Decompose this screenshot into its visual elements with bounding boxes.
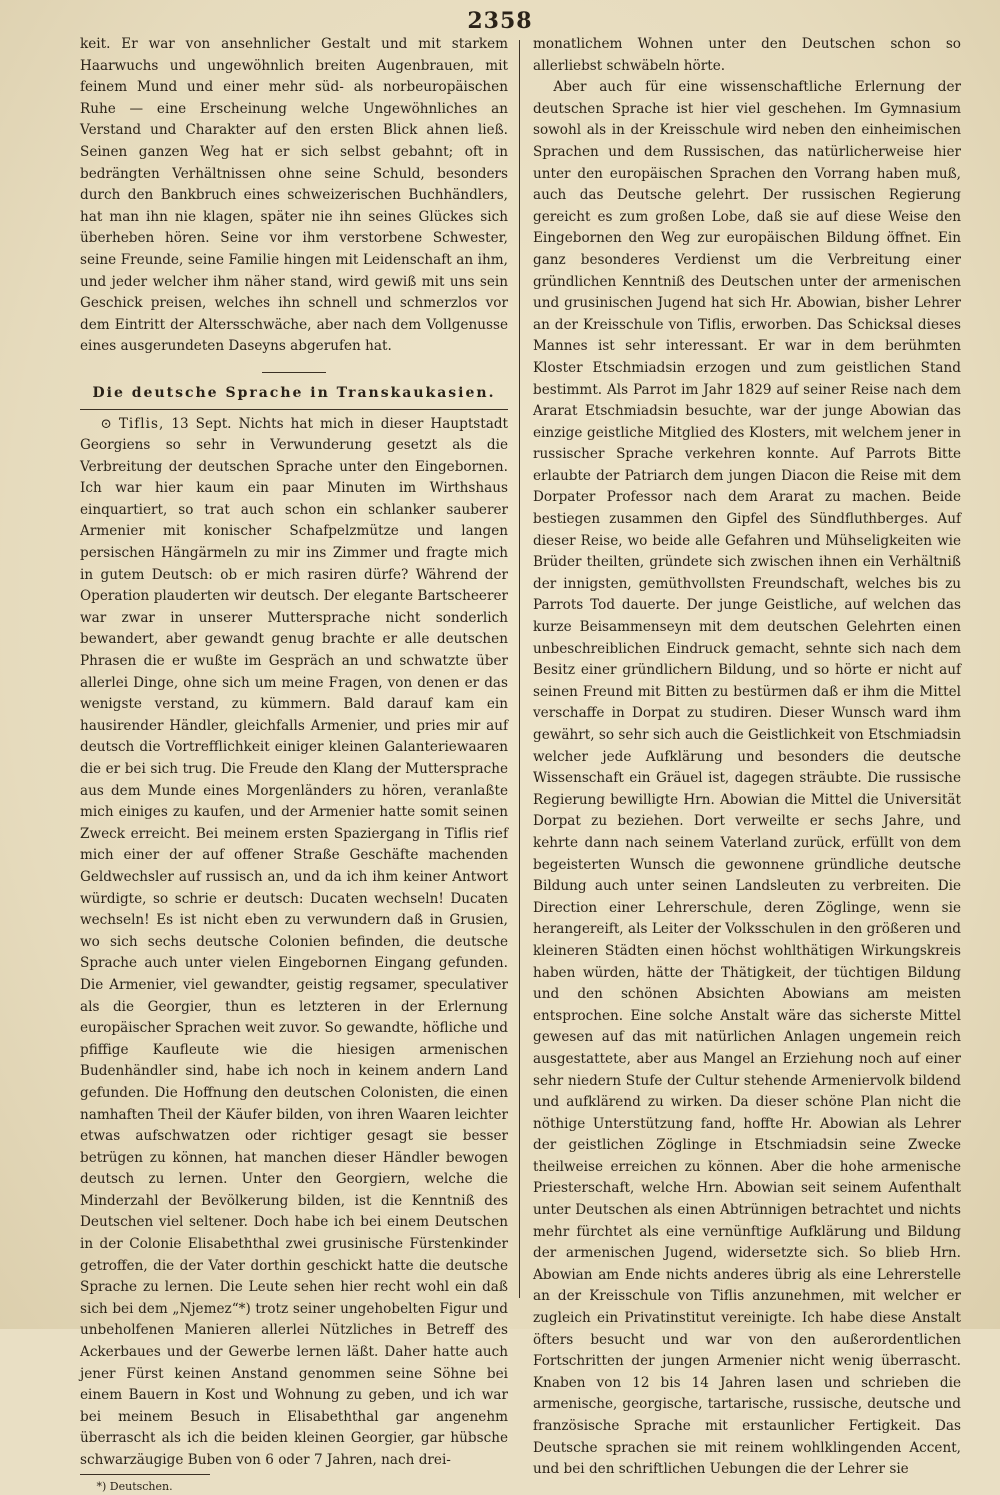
page-number: 2358 [467,8,533,34]
column-rule [519,40,520,1298]
article-continuation: monatlichem Wohnen unter den Deutschen schon so allerliebst schwäbeln hörte. [533,36,961,74]
right-column [533,34,961,1481]
article-paragraph [80,414,508,1472]
article-paragraph: Aber auch für eine wissenschaftliche Erlernung der deutschen Sprache ist hier viel geschehen. Im Gymnasium sowohl als in der Kreisschule wird neben den einheimischen Sprachen und dem Russischen, das natürlicherweise hier unter den europäischen Sprachen den Vorrang haben muß, auch das Deutsche gelehrt. Der russischen Regierung gereicht es zum großen Lobe, daß sie auf diese Weise den Eingebornen den Weg zur europäischen Bildung öffnet. Ein ganz besonderes Verdienst um die Verbreitung einer gründlichen Kenntniß des Deutschen unter der armenischen und grusinischen Jugend hat sich Hr. Abowian, bisher Lehrer an der Kreisschule von Tiflis, erworben. Das Schicksal dieses Mannes ist sehr interessant. Er war in dem berühmten Kloster Etschmiadsin erzogen und zum geistlichen Stand bestimmt. Als Parrot im Jahr 1829 auf seiner Reise nach dem Ararat Etschmiadsin besuchte, war der junge Abowian das einzige geistliche Mitglied des Klosters, mit welchem jener in russischer Sprache verkehren konnte. Auf Parrots Bitte erlaubte der Patriarch dem jungen Diacon die Reise mit dem Dorpater Professor nach dem Ararat zu machen. Beide bestiegen zusammen den Gipfel des Sündfluthberges. Auf dieser Reise, wo beide alle Gefahren und Mühseligkeiten wie Brüder theilten, gründete sich zwischen ihnen ein Verhältniß der innigsten, gemüthvollsten Freundschaft, welches bis zu Parrots Tod dauerte. Der junge Geistliche, auf welchen das kurze Beisammenseyn mit dem deutschen Gelehrten einen unbeschreiblichen Eindruck gemacht, sehnte sich nach dem Besitz einer gründlichern Bildung, und so hörte er nicht auf seinen Freund mit Bitten zu bestürmen daß er ihm die Mittel verschaffe in Dorpat zu studiren. Dieser Wunsch ward ihm gewährt, so sehr sich auch die Geistlichkeit von Etschmiadsin welcher jede Aufklärung und besonders die deutsche Wissenschaft ein Gräuel ist, dagegen sträubte. Die russische Regierung bewilligte Hrn. Abowian die Mittel die Universität Dorpat zu beziehen. Dort verweilte er sechs Jahre, und kehrte dann nach seinem Vaterland zurück, erfüllt von dem begeisterten Wunsch die gewonnene gründliche deutsche Bildung auch unter seinen Landsleuten zu verbreiten. Die Direction einer Lehrerschule, deren Zöglinge, wenn sie herangereift, als Leiter der Volksschulen in den größeren und kleineren Städten einen höchst wohlthätigen Wirkungskreis haben würden, hätte der Thätigkeit, der tüchtigen Bildung und den schönen Absichten Abowians am meisten entsprochen. Eine solche Anstalt wäre das sicherste Mittel gewesen auf das mit natürlichen Anlagen ungemein reich ausgestattete, aber aus Mangel an Erziehung noch auf einer sehr niedern Stufe der Cultur stehende Armeniervolk bildend und aufklärend zu wirken. Da dieser schöne Plan nicht die nöthige Unterstützung fand, hoffte Hr. Abowian als Lehrer der geistlichen Zöglinge in Etschmiadsin seine Zwecke theilweise erreichen zu können. Aber die hohe armenische Priesterschaft, welche Hrn. Abowian seit seinem Aufenthalt unter Deutschen als einen Abtrünnigen betrachtet und nichts mehr fürchtet als eine vernünftige Aufklärung und Bildung der armenischen Jugend, widersetzte sich. So blieb Hrn. Abowian am Ende nichts anderes übrig als eine Lehrerstelle an der Kreisschule von Tiflis anzunehmen, mit welcher er zugleich ein Privatinstitut vereinigte. Ich habe diese Anstalt öfters besucht und war von den außerordentlichen Fortschritten der jungen Armenier nicht wenig überrascht. Knaben von 12 bis 14 Jahren lasen und schrieben die armenische, georgische, tartarische, russische, deutsche und französische Sprache mit erstaunlicher Fertigkeit. Das Deutsche sprachen sie mit reinem wohlklingenden Accent, und bei den schriftlichen Uebungen die der Lehrer sie [533,79,961,1478]
footnote-divider [80,1474,210,1475]
dateline-place: Tiflis, [118,415,165,432]
obituary-continuation: keit. Er war von ansehnlicher Gestalt und mit starkem Haarwuchs und ungewöhnlich breiten Augenbrauen, mit feinem Mund und einer mehr süd- als norbeuropäischen Ruhe — eine Erscheinung welche Ungewöhnliches an Verstand und Charakter auf den ersten Blick ahnen ließ. Seinen ganzen Weg hat er sich selbst gebahnt; oft in bedrängten Verhältnissen ohne seine Schuld, besonders durch den Bankbruch eines schweizerischen Buchhändlers, hat man ihn nie klagen, später nie ihn seines Glückes sich überheben hören. Seine vor ihm verstorbene Schwester, seine Freunde, seine Familie hingen mit Leidenschaft an ihm, und jeder welcher ihm näher stand, wird gewiß mit uns sein Geschick preisen, welches ihn schnell und schmerzlos vor dem Eintritt der Altersschwäche, aber nach dem Vollgenusse eines ausgerundeten Daseyns abgerufen hat. [80,36,508,355]
footnote: *) Deutschen. [96,1479,173,1493]
section-heading: Die deutsche Sprache in Transkaukasien. [92,384,496,401]
dateline-date: 13 Sept. [171,415,232,432]
left-column [80,34,508,1495]
paragraph-text: Nichts hat mich in dieser Hauptstadt Georgiens so sehr in Verwunderung gesetzt als die Verbreitung der deutschen Sprache unter den Eingebornen. Ich war hier kaum ein paar Minuten im Wirthshaus einquartiert, so trat auch schon ein schlanker sauberer Armenier mit konischer Schafpelzmütze und langen persischen Hängärmeln zu mir ins Zimmer und fragte mich in gutem Deutsch: ob er mich rasiren dürfe? Während der Operation plauderten wir deutsch. Der elegante Bartscheerer war zwar in unserer Muttersprache nicht sonderlich bewandert, aber gewandt genug brachte er alle deutschen Phrasen die er wußte im Gespräch an und schwatzte über allerlei Dinge, ohne sich um meine Fragen, von denen er das wenigste verstand, zu kümmern. Bald darauf kam ein hausirender Händler, gleichfalls Armenier, und pries mir auf deutsch die Vortrefflichkeit einiger kleinen Galanteriewaaren die er bei sich trug. Die Freude den Klang der Muttersprache aus dem Munde eines Morgenländers zu hören, veranlaßte mich einiges zu kaufen, und der Armenier hatte somit seinen Zweck erreicht. Bei meinem ersten Spaziergang in Tiflis rief mich einer der auf offener Straße Geschäfte machenden Geldwechsler auf russisch an, und da ich ihm keiner Antwort würdigte, so schrie er deutsch: Ducaten wechseln! Ducaten wechseln! Es ist nicht eben zu verwundern daß in Grusien, wo sich sechs deutsche Colonien befinden, die deutsche Sprache auch unter vielen Eingebornen Eingang gefunden. Die Armenier, viel gewandter, geistig regsamer, speculativer als die Georgier, thun es letzteren in der Erlernung europäischer Sprachen weit zuvor. So gewandte, höfliche und pfiffige Kaufleute wie die hiesigen armenischen Budenhändler sind, habe ich noch in keinem andern Land gefunden. Die Hoffnung den deutschen Colonisten, die einen namhaften Theil der Käufer bilden, von ihren Waaren leichter etwas aufschwatzen oder richtiger gesagt sie besser betrügen zu können, hat manchen dieser Händler bewogen deutsch zu lernen. Unter den Georgiern, welche die Minderzahl der Bevölkerung bilden, ist die Kenntniß des Deutschen viel seltener. Doch habe ich bei einem Deutschen in der Colonie Elisabeththal zwei grusinische Fürstenkinder getroffen, die der Vater dorthin geschickt hatte die deutsche Sprache zu lernen. Die Leute sehen hier recht wohl ein daß sich bei dem „Njemez“*) trotz seiner ungehobelten Figur und unbeholfenen Manieren allerlei Nützliches in Betreff des Ackerbaues und der Gewerbe lernen läßt. Daher hatte auch jener Fürst keinen Anstand genommen seine Söhne bei einem Bauern in Kost und Wohnung zu geben, und ich war bei meinem Besuch in Elisabeththal gar angenehm überrascht als ich die beiden kleinen Georgier, gar hübsche schwarzäugige Buben von 6 oder 7 Jahren, nach drei- [80,415,509,1468]
dateline-mark: ⊙ [100,415,112,432]
heading-underline [80,409,508,410]
section-divider [262,372,326,373]
